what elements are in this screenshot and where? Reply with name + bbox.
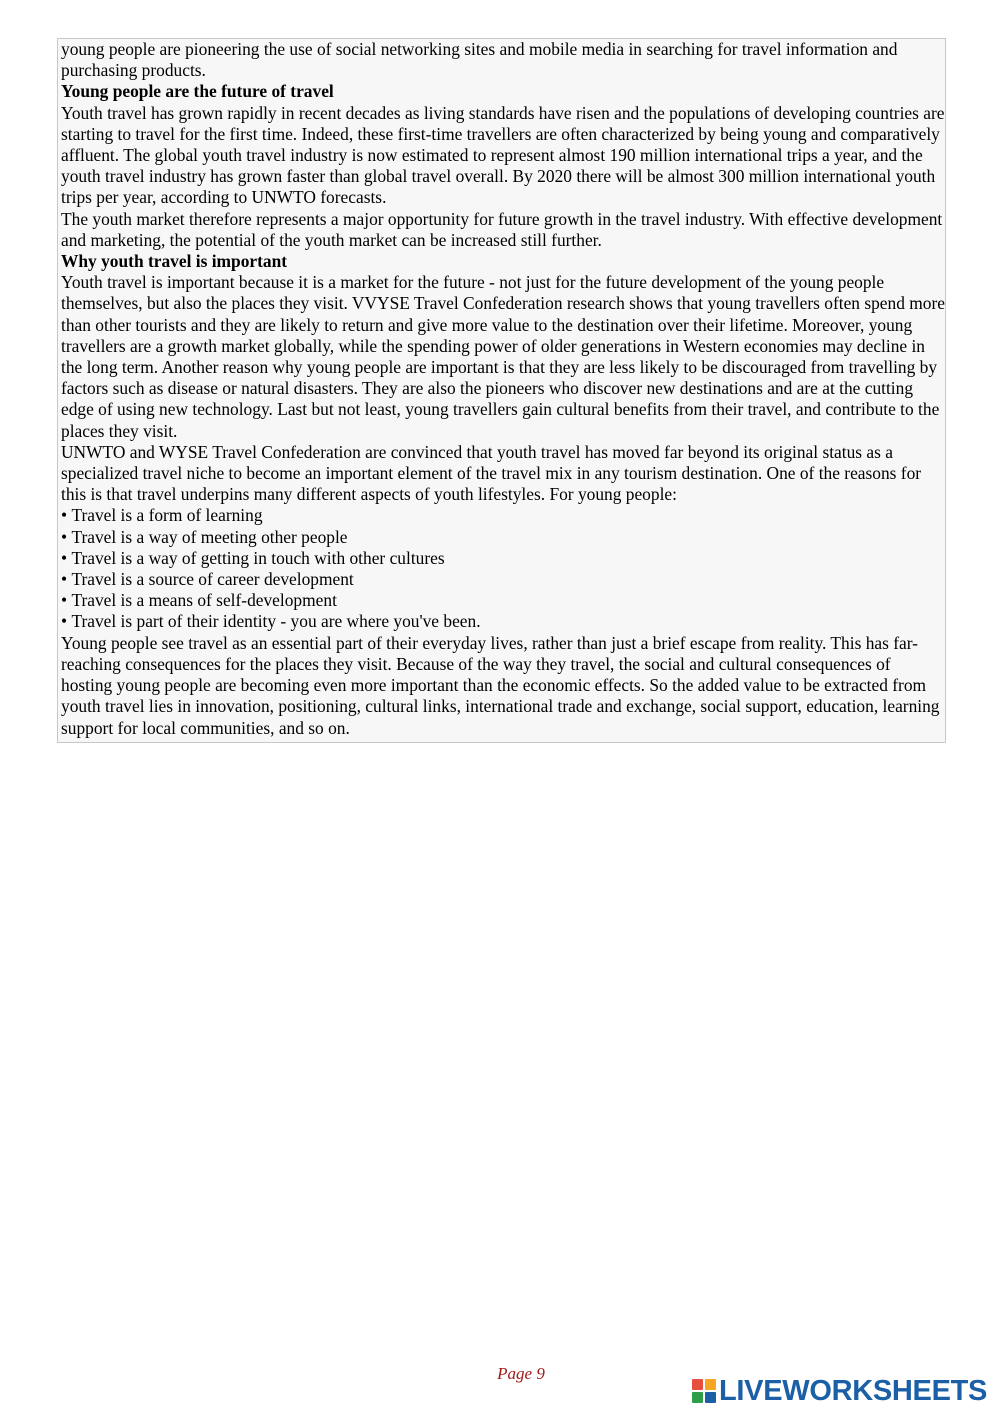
list-item: • Travel is part of their identity - you are where you've been. — [61, 611, 945, 632]
travel-benefits-list — [61, 505, 945, 632]
list-item: • Travel is a means of self-development — [61, 590, 945, 611]
page-number: Page 9 — [497, 1364, 545, 1383]
section-heading-future: Young people are the future of travel — [61, 81, 334, 102]
logo-square-green — [692, 1392, 703, 1403]
intro-paragraph: young people are pioneering the use of social networking sites and mobile media in searching for travel information and purchasing products. — [61, 39, 898, 81]
list-item: • Travel is a form of learning — [61, 505, 945, 526]
paragraph-why-important: Youth travel is important because it is a market for the future - not just for the future development of the young people themselves, but also the places they visit. VVYSE Travel Confederation research shows that young travellers often spend more than other tourists and they are likely to return and give more value to the destination over their lifetime. Moreover, young travellers are a growth market globally, while the spending power of older generations in Western economies may decline in the long term. Another reason why young people are important is that they are less likely to be discouraged from travelling by factors such as disease or natural disasters. They are also the pioneers who discover new destinations and are at the cutting edge of using new technology. Last but not least, young travellers gain cultural benefits from their travel, and contribute to the places they visit. — [61, 272, 945, 441]
list-item: • Travel is a way of meeting other people — [61, 527, 945, 548]
section-heading-importance: Why youth travel is important — [61, 251, 288, 272]
paragraph-youth-growth: Youth travel has grown rapidly in recent decades as living standards have risen and the populations of developing countries are starting to travel for the first time. Indeed, these first-time travellers are often characterized by being young and comparatively affluent. The global youth travel industry is now estimated to represent almost 190 million international trips a year, and the youth travel industry has grown faster than global travel overall. By 2020 there will be almost 300 million international youth trips per year, according to UNWTO forecasts. — [61, 102, 945, 208]
list-item: • Travel is a way of getting in touch with other cultures — [61, 548, 945, 569]
reading-text-box — [57, 38, 946, 743]
closing-paragraph: Young people see travel as an essential part of their everyday lives, rather than just a brief escape from reality. This has far-reaching consequences for the places they visit. Because of the way they travel, the social and cultural consequences of hosting young people are becoming even more important than the economic effects. So the added value to be extracted from youth travel lies in innovation, positioning, cultural links, international trade and exchange, social support, education, learning support for local communities, and so on. — [61, 632, 940, 738]
liveworksheets-logo[interactable] — [692, 1376, 987, 1406]
brand-name: LIVEWORKSHEETS — [719, 1375, 988, 1407]
list-item: • Travel is a source of career development — [61, 569, 945, 590]
paragraph-unwto-wyse: UNWTO and WYSE Travel Confederation are convinced that youth travel has moved far beyond its original status as a specialized travel niche to become an important element of the travel mix in any tourism destination. One of the reasons for this is that travel underpins many different aspects of youth lifestyles. For young people: — [61, 441, 922, 505]
liveworksheets-logo-icon — [692, 1379, 716, 1403]
logo-square-blue — [705, 1392, 716, 1403]
logo-square-orange — [705, 1379, 716, 1390]
paragraph-youth-market: The youth market therefore represents a major opportunity for future growth in the travel industry. With effective development and marketing, the potential of the youth market can be increased still further. — [61, 208, 943, 250]
logo-square-red — [692, 1379, 703, 1390]
